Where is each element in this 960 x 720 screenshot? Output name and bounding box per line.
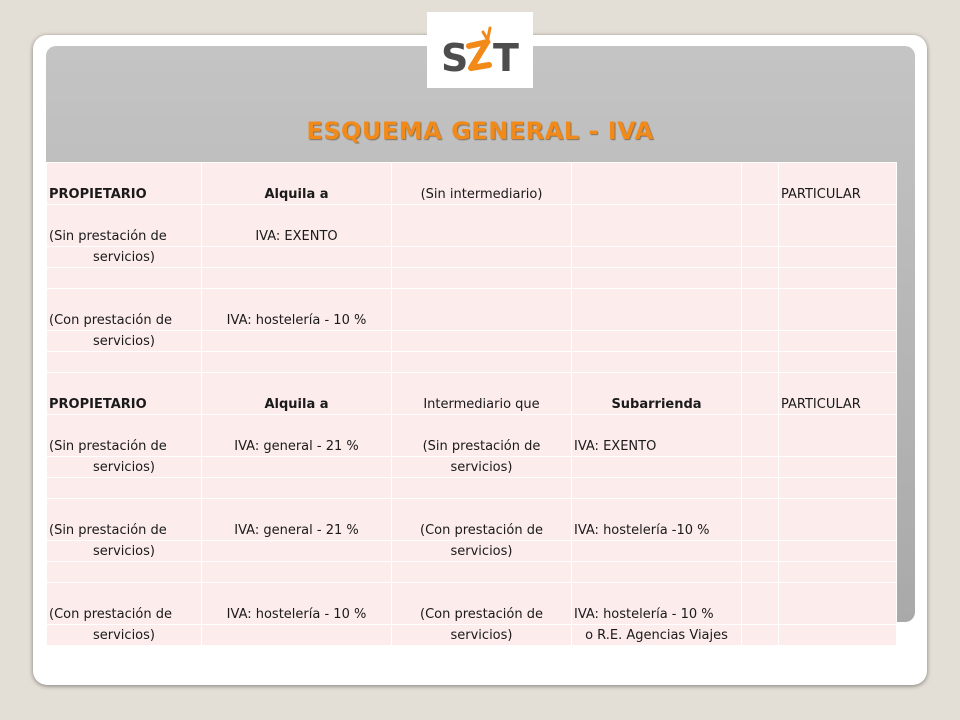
table-row — [47, 478, 897, 499]
table-cell-subarrienda: o R.E. Agencias Viajes — [572, 625, 742, 646]
table-cell-blank — [742, 163, 779, 205]
table-cell-alquila — [202, 625, 392, 646]
table-cell-blank — [742, 625, 779, 646]
table-cell-propietario: (Sin prestación de — [47, 415, 202, 457]
table-cell-particular — [779, 478, 897, 499]
table-cell-blank — [742, 541, 779, 562]
table-cell-propietario: servicios) — [47, 247, 202, 268]
table-cell-subarrienda — [572, 205, 742, 247]
table-cell-blank — [742, 268, 779, 289]
svg-text:T: T — [493, 36, 519, 80]
table-cell-particular — [779, 583, 897, 625]
logo — [427, 12, 533, 88]
table-cell-propietario: servicios) — [47, 331, 202, 352]
table-cell-subarrienda — [572, 268, 742, 289]
table-cell-particular — [779, 247, 897, 268]
table-cell-intermediario: (Con prestación de — [392, 499, 572, 541]
table-cell-particular — [779, 205, 897, 247]
table-row — [47, 562, 897, 583]
table-cell-particular — [779, 457, 897, 478]
table-row — [47, 331, 897, 352]
table-cell-alquila: IVA: general - 21 % — [202, 499, 392, 541]
table-cell-particular — [779, 268, 897, 289]
table-cell-particular — [779, 415, 897, 457]
table-cell-alquila — [202, 247, 392, 268]
table-cell-propietario: (Sin prestación de — [47, 499, 202, 541]
table-cell-subarrienda — [572, 562, 742, 583]
table-row — [47, 268, 897, 289]
table-cell-alquila: IVA: hostelería - 10 % — [202, 583, 392, 625]
table-cell-blank — [742, 289, 779, 331]
table-cell-intermediario: servicios) — [392, 541, 572, 562]
table-cell-intermediario — [392, 352, 572, 373]
table-cell-particular: PARTICULAR — [779, 163, 897, 205]
table-cell-blank — [742, 331, 779, 352]
table-cell-intermediario: servicios) — [392, 457, 572, 478]
table-row — [47, 541, 897, 562]
page-title: ESQUEMA GENERAL - IVA — [306, 117, 654, 145]
table-cell-propietario — [47, 268, 202, 289]
table-cell-subarrienda — [572, 289, 742, 331]
table-cell-propietario — [47, 352, 202, 373]
table-cell-blank — [742, 562, 779, 583]
table-cell-blank — [742, 352, 779, 373]
table-cell-propietario: PROPIETARIO — [47, 373, 202, 415]
table-cell-alquila: Alquila a — [202, 163, 392, 205]
table-cell-propietario: PROPIETARIO — [47, 163, 202, 205]
table-cell-alquila — [202, 331, 392, 352]
table-cell-particular — [779, 331, 897, 352]
table-row — [47, 457, 897, 478]
table-cell-intermediario — [392, 247, 572, 268]
table-cell-particular: PARTICULAR — [779, 373, 897, 415]
table-cell-alquila: Alquila a — [202, 373, 392, 415]
table-cell-intermediario — [392, 562, 572, 583]
table-cell-propietario: servicios) — [47, 625, 202, 646]
table-cell-propietario — [47, 562, 202, 583]
table-cell-blank — [742, 457, 779, 478]
table-cell-alquila — [202, 562, 392, 583]
table-row — [47, 499, 897, 541]
table-row — [47, 205, 897, 247]
table-cell-intermediario — [392, 478, 572, 499]
table-cell-alquila: IVA: EXENTO — [202, 205, 392, 247]
table-cell-intermediario: Intermediario que — [392, 373, 572, 415]
table-cell-propietario: servicios) — [47, 541, 202, 562]
table-cell-particular — [779, 352, 897, 373]
table-row — [47, 415, 897, 457]
table-cell-subarrienda — [572, 352, 742, 373]
table-cell-subarrienda — [572, 163, 742, 205]
table-cell-propietario: (Sin prestación de — [47, 205, 202, 247]
table-cell-alquila — [202, 541, 392, 562]
szt-logo-icon — [427, 12, 533, 88]
table-cell-blank — [742, 205, 779, 247]
table-cell-intermediario: servicios) — [392, 625, 572, 646]
table-cell-intermediario: (Sin prestación de — [392, 415, 572, 457]
table-cell-subarrienda: IVA: hostelería -10 % — [572, 499, 742, 541]
table-cell-intermediario: (Sin intermediario) — [392, 163, 572, 205]
table-cell-subarrienda — [572, 331, 742, 352]
table-row — [47, 583, 897, 625]
table-row — [47, 352, 897, 373]
table-row — [47, 247, 897, 268]
table-cell-blank — [742, 499, 779, 541]
table-cell-subarrienda — [572, 478, 742, 499]
table-cell-intermediario: (Con prestación de — [392, 583, 572, 625]
table-cell-subarrienda — [572, 247, 742, 268]
iva-table — [46, 162, 897, 646]
table-cell-particular — [779, 499, 897, 541]
table-cell-alquila — [202, 352, 392, 373]
table-cell-subarrienda: IVA: hostelería - 10 % — [572, 583, 742, 625]
table-cell-particular — [779, 625, 897, 646]
table-cell-propietario: servicios) — [47, 457, 202, 478]
table-cell-particular — [779, 541, 897, 562]
table-cell-propietario: (Con prestación de — [47, 289, 202, 331]
table-cell-subarrienda: IVA: EXENTO — [572, 415, 742, 457]
table-cell-subarrienda — [572, 541, 742, 562]
table-cell-particular — [779, 562, 897, 583]
table-cell-alquila — [202, 457, 392, 478]
table-cell-alquila: IVA: general - 21 % — [202, 415, 392, 457]
table-cell-intermediario — [392, 331, 572, 352]
table-cell-alquila — [202, 478, 392, 499]
table-cell-intermediario — [392, 205, 572, 247]
table-cell-propietario: (Con prestación de — [47, 583, 202, 625]
table-cell-particular — [779, 289, 897, 331]
table-cell-intermediario — [392, 268, 572, 289]
table-cell-subarrienda: Subarrienda — [572, 373, 742, 415]
table-cell-alquila: IVA: hostelería - 10 % — [202, 289, 392, 331]
svg-text:S: S — [441, 36, 469, 80]
table-cell-alquila — [202, 268, 392, 289]
table-cell-blank — [742, 415, 779, 457]
table-row — [47, 163, 897, 205]
table-row — [47, 289, 897, 331]
table-cell-blank — [742, 478, 779, 499]
table-cell-intermediario — [392, 289, 572, 331]
table-cell-subarrienda — [572, 457, 742, 478]
table-row — [47, 373, 897, 415]
table-cell-blank — [742, 373, 779, 415]
table-row — [47, 625, 897, 646]
table-cell-blank — [742, 583, 779, 625]
table-cell-blank — [742, 247, 779, 268]
table-cell-propietario — [47, 478, 202, 499]
